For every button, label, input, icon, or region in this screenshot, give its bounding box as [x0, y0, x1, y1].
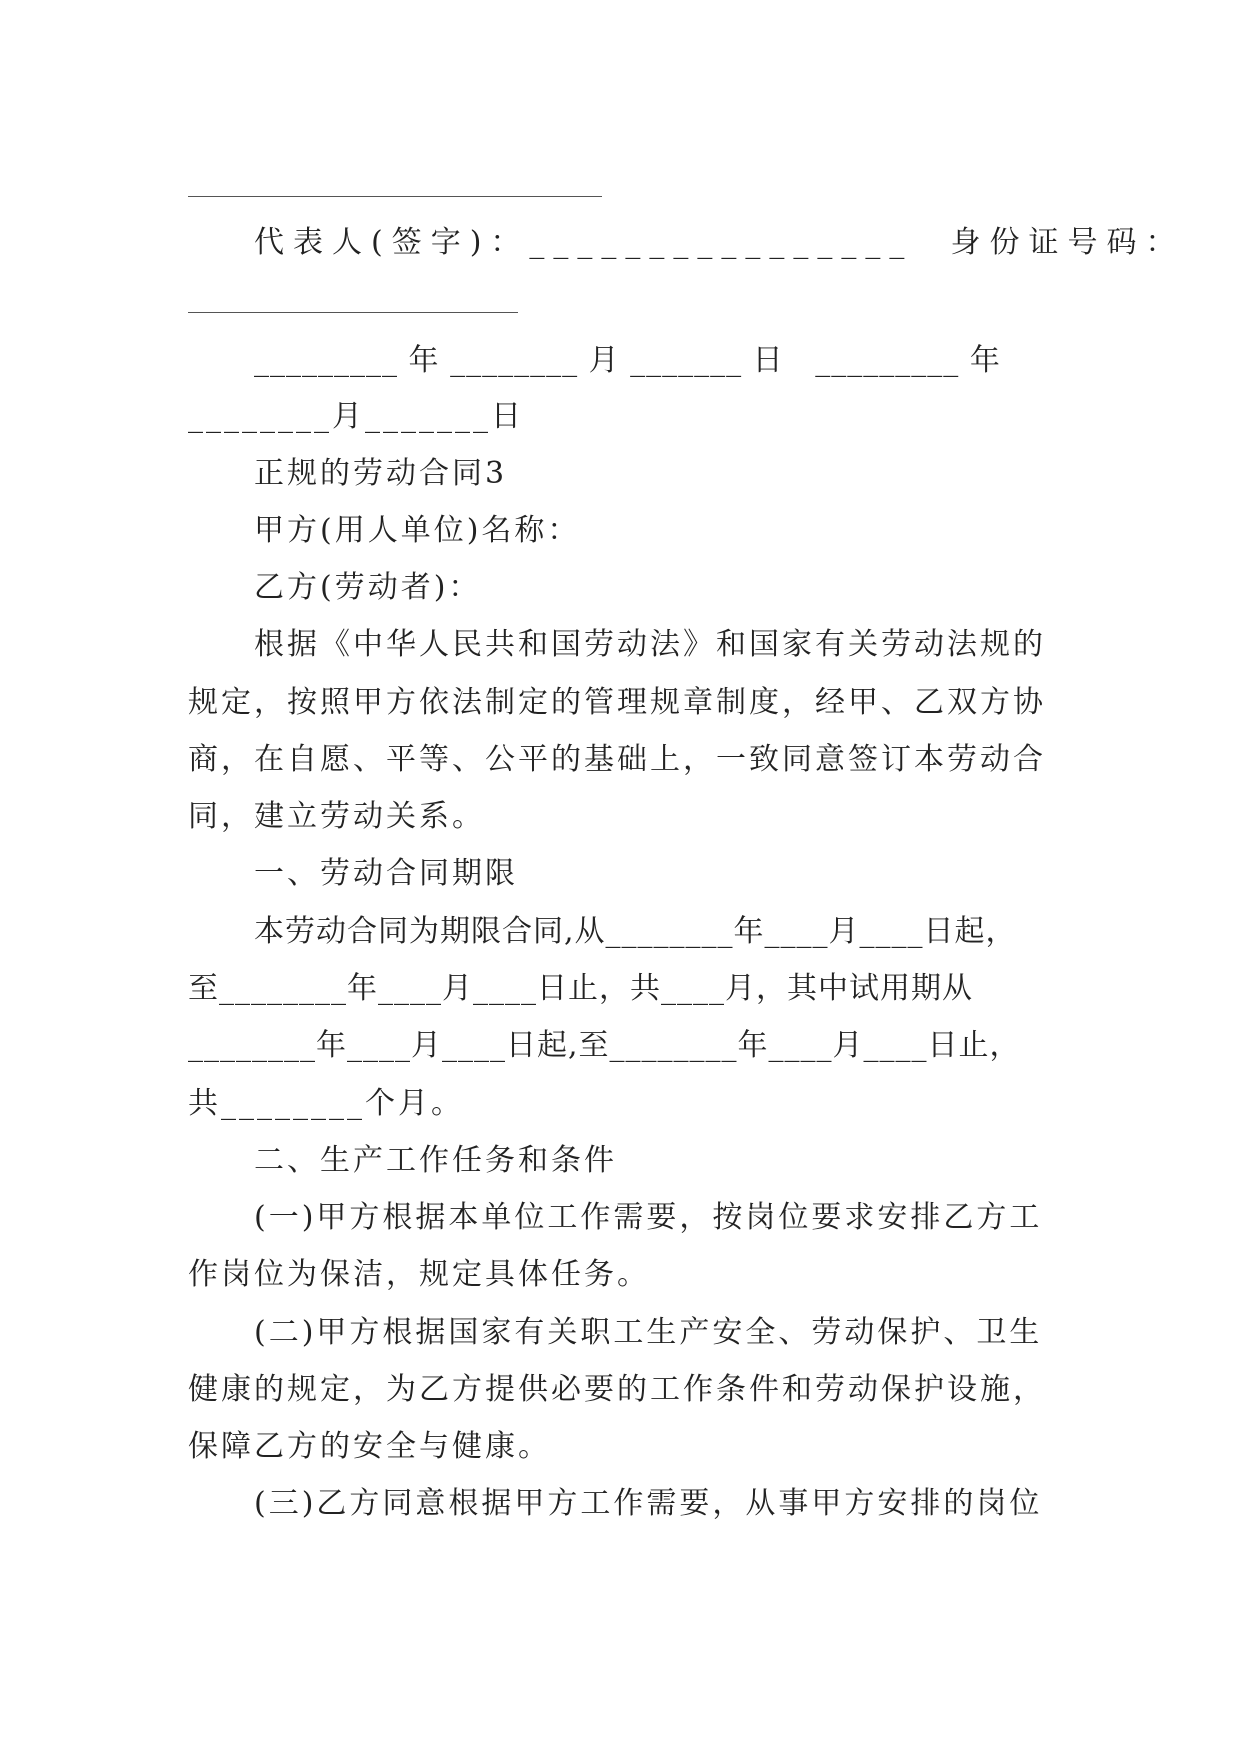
clause-2-line-2: 健康的规定，为乙方提供必要的工作条件和劳动保护设施，: [188, 1372, 1046, 1407]
preamble-line-4: 同，建立劳动关系。: [188, 799, 485, 834]
contract-title: 正规的劳动合同3: [254, 456, 508, 491]
blank-rule-id-number: [188, 312, 518, 313]
term-line-2: 至________年____月____日止，共____月，其中试用期从: [188, 971, 973, 1006]
preamble-line-2: 规定，按照甲方依法制定的管理规章制度，经甲、乙双方协: [188, 685, 1046, 720]
section-1-heading: 一、劳动合同期限: [254, 856, 518, 891]
section-2-heading: 二、生产工作任务和条件: [254, 1143, 617, 1178]
party-b-name: 乙方(劳动者)：: [254, 570, 482, 605]
clause-1-line-2: 作岗位为保洁，规定具体任务。: [188, 1257, 650, 1292]
representative-signature-line: 代表人(签字)：________________ 身份证号码：: [254, 225, 1185, 260]
term-line-3: ________年____月____日起,至________年____月____日止，: [188, 1028, 1021, 1063]
term-line-1: 本劳动合同为期限合同,从________年____月____日起，: [254, 914, 1017, 949]
clause-2-line-3: 保障乙方的安全与健康。: [188, 1429, 551, 1464]
blank-rule-top: [188, 196, 602, 197]
preamble-line-1: 根据《中华人民共和国劳动法》和国家有关劳动法规的: [254, 627, 1046, 662]
preamble-line-3: 商，在自愿、平等、公平的基础上，一致同意签订本劳动合: [188, 742, 1046, 777]
clause-3-line-1: (三)乙方同意根据甲方工作需要，从事甲方安排的岗位: [254, 1486, 1043, 1521]
signing-date-line-2: ________月_______日: [188, 399, 524, 434]
term-line-4: 共________个月。: [188, 1086, 464, 1121]
party-a-name: 甲方(用人单位)名称：: [254, 513, 581, 548]
signing-date-line-1: _________ 年 ________ 月 _______ 日 _________ 年: [254, 343, 1001, 378]
clause-2-line-1: (二)甲方根据国家有关职工生产安全、劳动保护、卫生: [254, 1315, 1043, 1350]
clause-1-line-1: (一)甲方根据本单位工作需要，按岗位要求安排乙方工: [254, 1200, 1043, 1235]
